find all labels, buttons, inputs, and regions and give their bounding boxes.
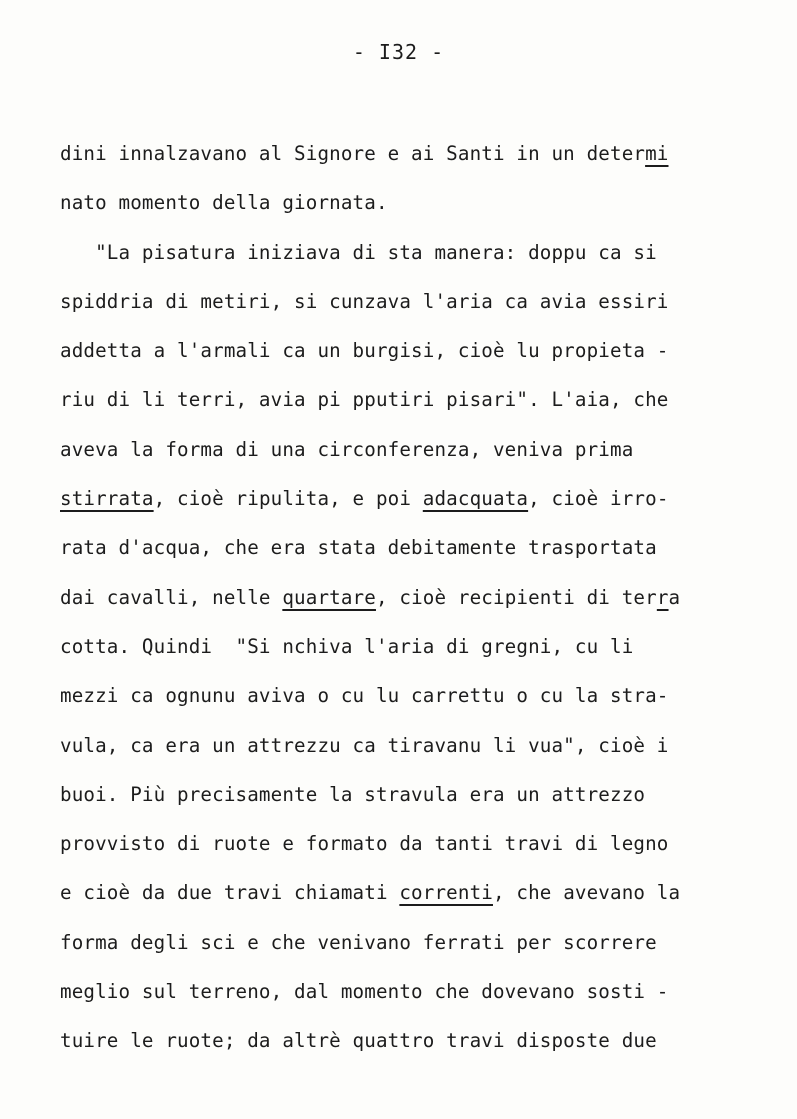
text-segment: rata d'acqua, che era stata debitamente trasportata: [60, 536, 657, 560]
text-line: [60, 384, 750, 433]
underlined-term: mi: [645, 142, 669, 165]
text-segment: , cioè recipienti di ter: [375, 585, 657, 609]
text-line: [60, 976, 750, 1025]
text-line: [60, 680, 750, 729]
text-line: [60, 286, 750, 335]
text-line: [60, 532, 750, 581]
text-segment: dai cavalli, nelle: [60, 585, 283, 609]
text-segment: vula, ca era un attrezzu ca tiravanu li vua", cioè i: [60, 733, 669, 757]
text-line: [60, 237, 750, 286]
text-segment: nato momento della giornata.: [60, 191, 388, 215]
text-segment: , che avevano la: [492, 881, 681, 905]
underlined-term: adacquata: [422, 487, 529, 511]
text-segment: riu di li terri, avia pi pputiri pisari". L'aia, che: [60, 388, 669, 412]
text-segment: dini innalzavano al Signore e ai Santi in un deter: [60, 142, 646, 165]
underlined-term: stirrata: [60, 487, 154, 511]
text-line: [60, 335, 750, 384]
text-line: [60, 187, 750, 236]
text-line: [60, 138, 750, 187]
text-segment: "La pisatura iniziava di sta manera: doppu ca si: [60, 240, 657, 264]
text-segment: provvisto di ruote e formato da tanti travi di legno: [60, 832, 669, 856]
text-line: [60, 877, 750, 926]
text-segment: , cioè ripulita, e poi: [153, 487, 423, 511]
text-segment: a: [668, 585, 681, 609]
body-text: [60, 138, 750, 1075]
text-line: [60, 434, 750, 483]
text-segment: , cioè irro-: [528, 487, 669, 511]
text-segment: forma degli sci e che venivano ferrati per scorrere: [60, 930, 657, 954]
text-segment: aveva la forma di una circonferenza, veniva prima: [60, 437, 634, 461]
text-line: [60, 582, 750, 631]
underlined-term: correnti: [399, 881, 493, 905]
text-segment: mezzi ca ognunu aviva o cu lu carrettu o cu la stra-: [60, 684, 669, 708]
text-segment: cotta. Quindi "Si nchiva l'aria di gregni, cu li: [60, 634, 634, 658]
text-line: [60, 631, 750, 680]
text-segment: e cioè da due travi chiamati: [60, 881, 400, 905]
text-segment: spiddria di metiri, si cunzava l'aria ca avia essiri: [60, 289, 669, 313]
page-number: - I32 -: [352, 40, 445, 64]
text-segment: addetta a l'armali ca un burgisi, cioè lu propieta -: [60, 339, 669, 363]
text-line: [60, 483, 750, 532]
text-line: [60, 1025, 750, 1074]
text-segment: buoi. Più precisamente la stravula era un attrezzo: [60, 782, 646, 806]
text-line: [60, 779, 750, 828]
text-segment: tuire le ruote; da altrè quattro travi disposte due: [60, 1029, 657, 1053]
text-segment: meglio sul terreno, dal momento che dovevano sosti -: [60, 980, 669, 1004]
text-line: [60, 927, 750, 976]
underlined-term: r: [656, 585, 669, 609]
text-line: [60, 828, 750, 877]
underlined-term: quartare: [282, 585, 376, 609]
text-line: [60, 730, 750, 779]
